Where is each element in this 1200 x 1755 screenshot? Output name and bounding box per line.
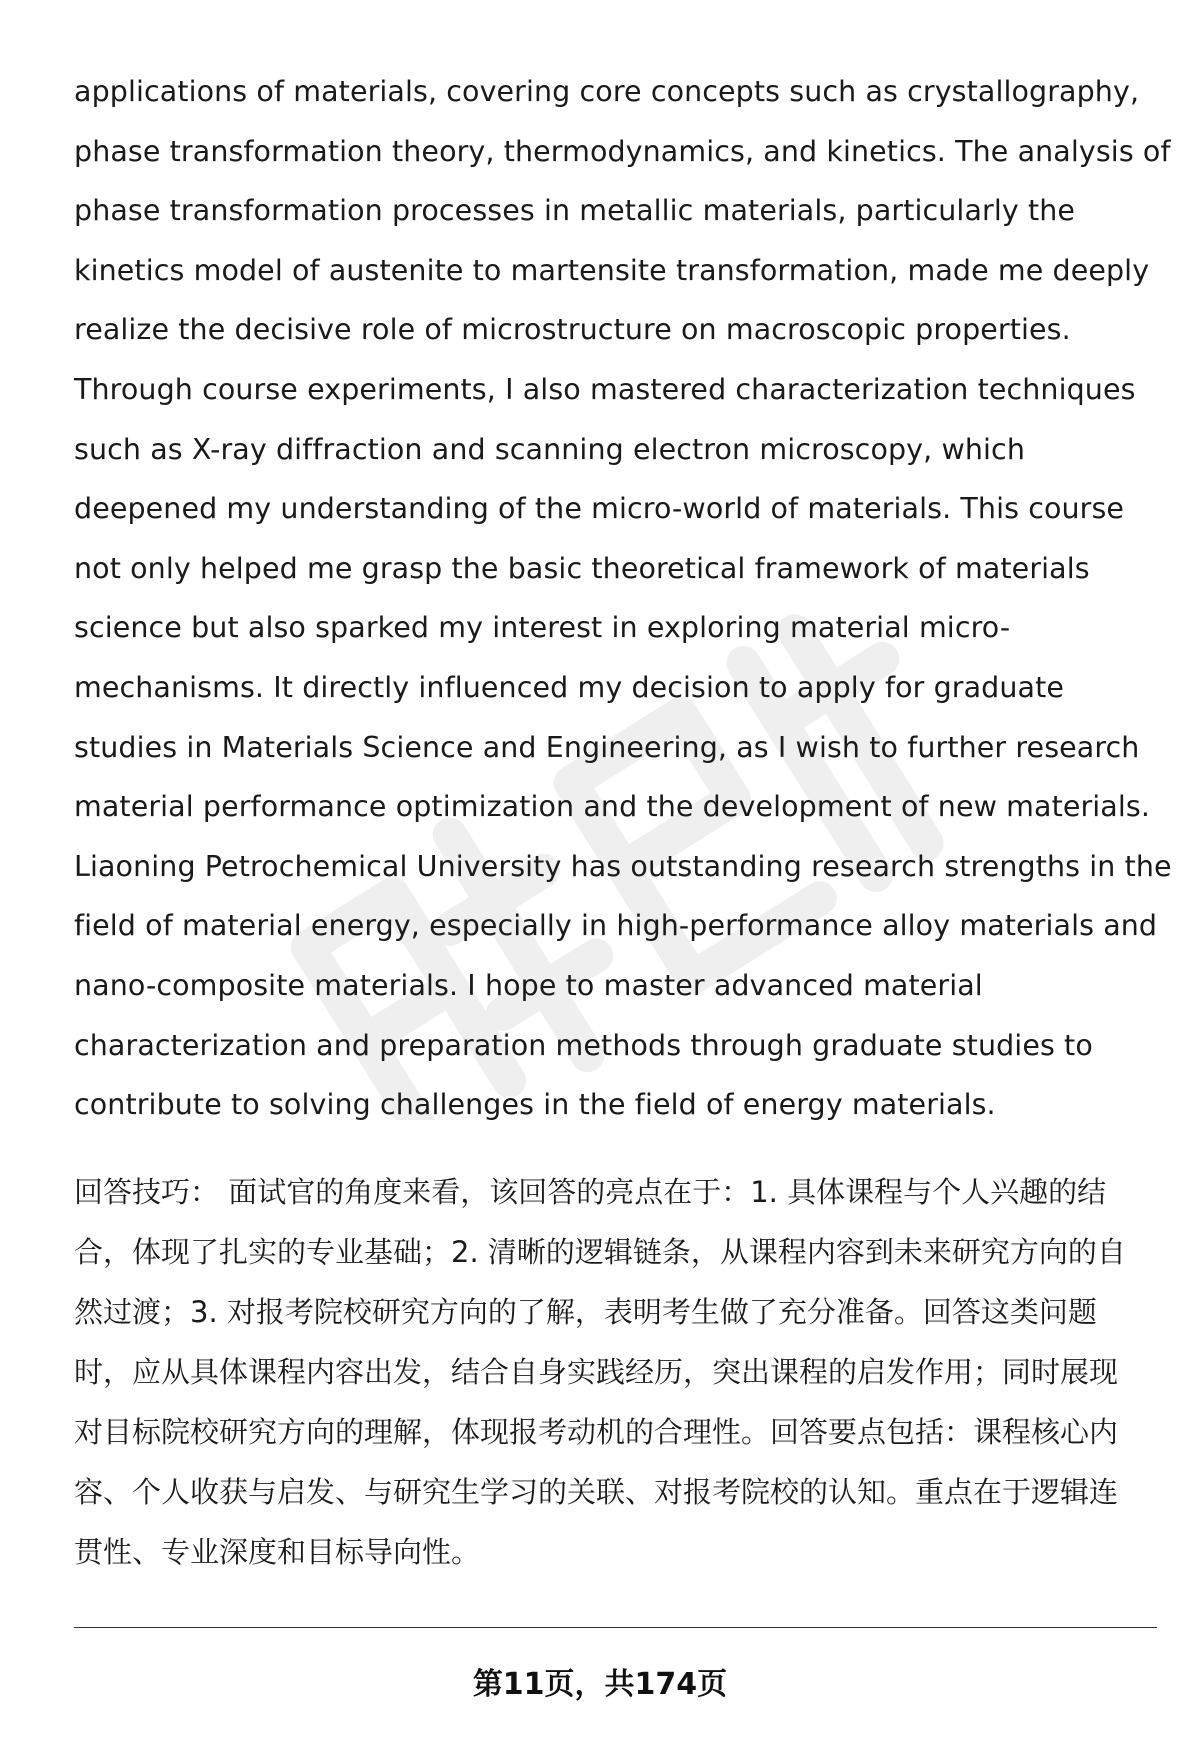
paragraph-line: science but also sparked my interest in exploring material micro- (74, 611, 1011, 645)
tips-line: 然过渡；3. 对报考院校研究方向的了解，表明考生做了充分准备。回答这类问题 (74, 1295, 1097, 1329)
paragraph-line: characterization and preparation methods through graduate studies to (74, 1028, 1093, 1062)
tips-line: 容、个人收获与启发、与研究生学习的关联、对报考院校的认知。重点在于逻辑连 (74, 1475, 1119, 1509)
paragraph-line: Through course experiments, I also mastered characterization techniques (74, 372, 1136, 406)
tips-line: 对目标院校研究方向的理解，体现报考动机的合理性。回答要点包括：课程核心内 (74, 1415, 1119, 1449)
paragraph-line: deepened my understanding of the micro-world of materials. This course (74, 492, 1125, 526)
paragraph-line: such as X-ray diffraction and scanning electron microscopy, which (74, 432, 1025, 466)
footer-divider (74, 1627, 1157, 1628)
paragraph-line: not only helped me grasp the basic theoretical framework of materials (74, 551, 1090, 585)
paragraph-line: contribute to solving challenges in the field of energy materials. (74, 1088, 996, 1122)
paragraph-line: applications of materials, covering core concepts such as crystallography, (74, 75, 1140, 108)
paragraph-line: material performance optimization and the development of new materials. (74, 790, 1151, 824)
page-number: 第11页，共174页 (472, 1667, 728, 1702)
paragraph-line: kinetics model of austenite to martensite transformation, made me deeply (74, 253, 1150, 287)
tips-line: 回答技巧： 面试官的角度来看，该回答的亮点在于：1. 具体课程与个人兴趣的结 (74, 1175, 1107, 1209)
paragraph-line: mechanisms. It directly influenced my decision to apply for graduate (74, 670, 1064, 704)
paragraph-line: phase transformation theory, thermodynamics, and kinetics. The analysis of (74, 134, 1171, 168)
paragraph-line: studies in Materials Science and Engineering, as I wish to further research (74, 730, 1140, 764)
paragraph-line: nano-composite materials. I hope to master advanced material (74, 968, 983, 1002)
paragraph-line: Liaoning Petrochemical University has outstanding research strengths in the (74, 849, 1172, 883)
tips-line: 合，体现了扎实的专业基础；2. 清晰的逻辑链条，从课程内容到未来研究方向的自 (74, 1235, 1126, 1269)
answer-tips-paragraph (74, 1162, 1164, 1582)
tips-line: 贯性、专业深度和目标导向性。 (74, 1535, 481, 1569)
paragraph-line: phase transformation processes in metallic materials, particularly the (74, 194, 1076, 228)
paragraph-line: realize the decisive role of microstructure on macroscopic properties. (74, 313, 1071, 347)
tips-line: 时，应从具体课程内容出发，结合自身实践经历，突出课程的启发作用；同时展现 (74, 1355, 1119, 1389)
answer-paragraph (74, 62, 1172, 1135)
paragraph-line: field of material energy, especially in high-performance alloy materials and (74, 909, 1158, 943)
